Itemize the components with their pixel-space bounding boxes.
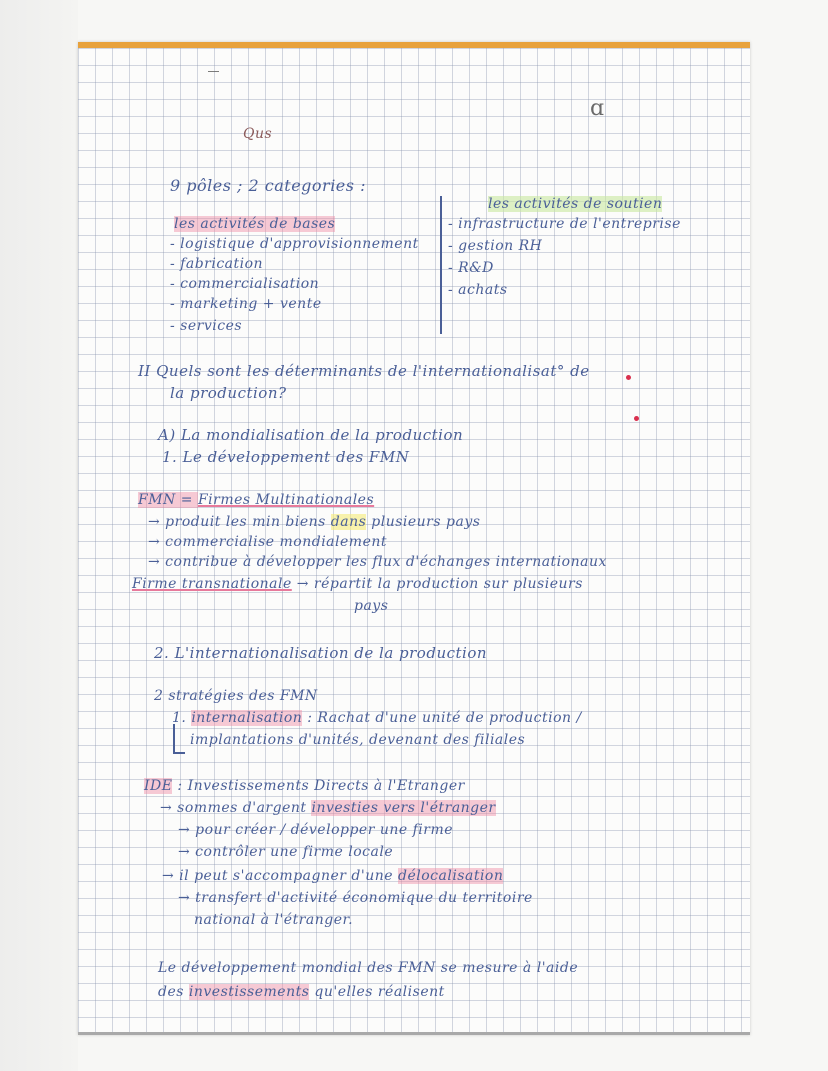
- strategy-1-definition: : Rachat d'une unité de production /: [302, 710, 582, 726]
- fmn-bullet-1-highlight: dans: [330, 514, 367, 530]
- ide-bullet-3: → contrôler une firme locale: [178, 844, 394, 860]
- fmn-bullet-1-text: → produit les min biens: [148, 514, 331, 530]
- right-column-heading: les activités de soutien: [488, 196, 663, 212]
- part-2-title: 2. L'internationalisation de la production: [154, 644, 488, 662]
- fmn-bullet-1: [148, 514, 480, 530]
- column-divider: [440, 196, 442, 334]
- ink-dot: [634, 416, 639, 421]
- punch-hole-mark: ‾: [208, 69, 219, 94]
- page-title: 9 pôles ; 2 categories :: [170, 176, 366, 195]
- ide-meaning: : Investissements Directs à l'Etranger: [172, 778, 465, 794]
- ide-bullet-5: → transfert d'activité économique du territoire: [178, 890, 533, 906]
- section-2-title: II Quels sont les déterminants de l'internationalisat° de: [138, 362, 590, 380]
- ide-definition: [144, 778, 465, 794]
- fmn-bullet-3: → contribue à développer les flux d'échanges internationaux: [148, 554, 607, 570]
- subsection-1: 1. Le développement des FMN: [162, 448, 410, 466]
- strategy-1-line2: implantations d'unités, devenant des filiales: [190, 732, 526, 748]
- left-item-5: - services: [170, 318, 243, 334]
- fmn-definition: [138, 492, 374, 508]
- fmn-bullet-2: → commercialise mondialement: [148, 534, 387, 550]
- fmn-bullet-1-rest: plusieurs pays: [366, 514, 481, 530]
- left-item-1: - logistique d'approvisionnement: [170, 236, 419, 252]
- ide-bullet-4: [162, 868, 503, 884]
- right-item-4: - achats: [448, 282, 508, 298]
- ide-bullet-1: [160, 800, 496, 816]
- right-item-3: - R&D: [448, 260, 494, 276]
- ide-bullet-5-line2: national à l'étranger.: [194, 912, 354, 928]
- subsection-a: A) La mondialisation de la production: [158, 426, 464, 444]
- fmn-term: Firmes Multinationales: [197, 492, 375, 508]
- firme-transnationale: [132, 576, 583, 592]
- transnational-term: Firme transnationale: [132, 576, 292, 592]
- fmn-prefix: FMN =: [138, 492, 198, 508]
- transnational-definition-line2: pays: [354, 598, 389, 614]
- section-2-title-line2: la production?: [170, 384, 287, 402]
- left-item-2: - fabrication: [170, 256, 264, 272]
- ide-term: IDE: [144, 778, 173, 794]
- notebook-page: [78, 42, 750, 1035]
- strategy-1: [172, 710, 582, 726]
- conclusion-line-2: [158, 984, 445, 1000]
- right-item-2: - gestion RH: [448, 238, 543, 254]
- conclusion-highlight: investissements: [188, 984, 310, 1000]
- conclusion-line-2-end: qu'elles réalisent: [309, 984, 445, 1000]
- conclusion-line-1: Le développement mondial des FMN se mesure à l'aide: [158, 960, 579, 976]
- ide-bullet-1-highlight: investies vers l'étranger: [311, 800, 496, 816]
- ink-dot: [626, 375, 631, 380]
- ide-bullet-4-highlight: délocalisation: [398, 868, 504, 884]
- right-item-1: - infrastructure de l'entreprise: [448, 216, 681, 232]
- transnational-definition: → répartit la production sur plusieurs: [291, 576, 583, 592]
- header-mark: Qus: [243, 126, 273, 142]
- conclusion-line-2-start: des: [158, 984, 189, 1000]
- strategy-1-number: 1.: [172, 710, 192, 726]
- left-item-3: - commercialisation: [170, 276, 320, 292]
- left-item-4: - marketing + vente: [170, 296, 322, 312]
- background-surface: [0, 0, 78, 1071]
- ide-bullet-4-text: → il peut s'accompagner d'une: [162, 868, 398, 884]
- strategy-1-term: internalisation: [191, 710, 303, 726]
- strategies-heading: 2 stratégies des FMN: [154, 688, 318, 704]
- doodle-mark: ɑ: [590, 96, 605, 121]
- ide-bullet-1-text: → sommes d'argent: [160, 800, 312, 816]
- left-column-heading: les activités de bases: [174, 216, 336, 232]
- ide-bullet-2: → pour créer / développer une firme: [178, 822, 454, 838]
- bracket-mark: [173, 724, 185, 754]
